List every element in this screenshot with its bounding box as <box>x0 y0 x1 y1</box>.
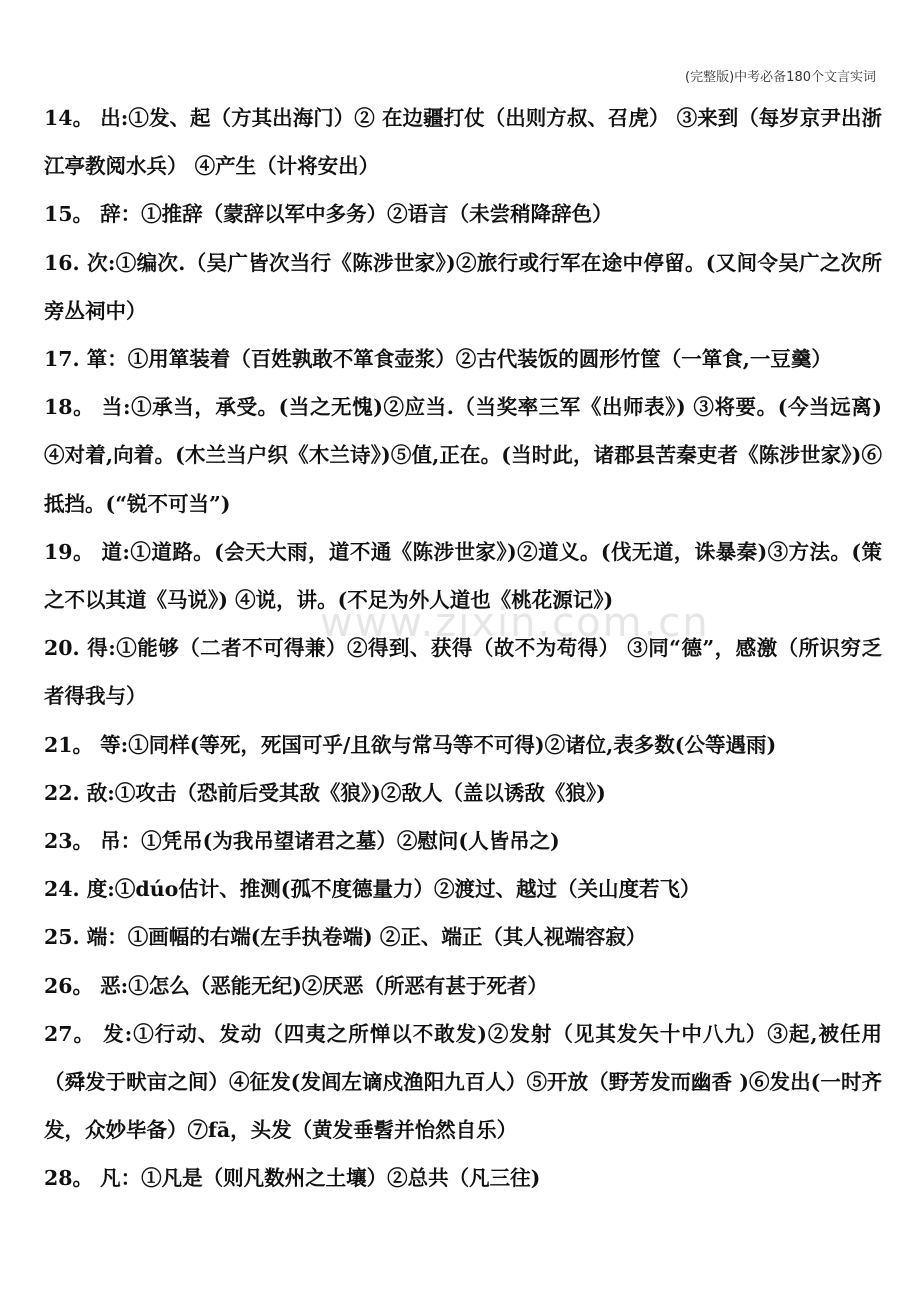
entry-18: 18。 当:①承当，承受。(当之无愧)②应当.（当奖率三军《出师表》) ③将要。(今当远离) ④对着,向着。(木兰当户织《木兰诗》)⑤值,正在。(当时此，诸郡县苦秦吏者《陈涉世家》)⑥抵挡。(“锐不可当”) <box>44 395 882 516</box>
entry-22: 22. 敌:①攻击（恐前后受其敌《狼》)②敌人（盖以诱敌《狼》) <box>44 780 606 805</box>
entry-27: 27。 发:①行动、发动（四夷之所惮以不敢发)②发射（见其发矢十中八九）③起,被任用（舜发于畎亩之间）④征发(发闾左谪戍渔阳九百人）⑤开放（野芳发而幽香 )⑥发出(一时齐发，众妙毕备）⑦fā，头发（黄发垂髫并怡然自乐） <box>44 1021 882 1143</box>
vocabulary-list <box>44 94 882 1203</box>
entry-28: 28。 凡：①凡是（则凡数州之土壤）②总共（凡三往) <box>44 1166 541 1191</box>
entry-14: 14。 出:①发、起（方其出海门）② 在边疆打仗（出则方叔、召虎） ③来到（每岁京尹出浙江亭教阅水兵） ④产生（计将安出） <box>44 106 882 179</box>
entry-24: 24. 度:①dúo估计、推测(孤不度德量力）②渡过、越过（关山度若飞） <box>44 877 701 902</box>
entry-19: 19。 道:①道路。(会天大雨，道不通《陈涉世家》)②道义。(伐无道，诛暴秦)③方法。(策之不以其道《马说》) ④说，讲。(不足为外人道也《桃花源记》) <box>44 539 882 613</box>
watermark: www.zixin.com.cn <box>320 600 710 646</box>
entry-20: 20. 得:①能够（二者不可得兼）②得到、获得（故不为苟得） ③同“德”，感激（所识穷乏者得我与） <box>44 636 882 709</box>
entry-21: 21。 等:①同样(等死，死国可乎/且欲与常马等不可得)②诸位,表多数(公等遇雨) <box>44 732 777 757</box>
entry-23: 23。 吊：①凭吊(为我吊望诸君之墓）②慰问(人皆吊之) <box>44 829 560 854</box>
entry-25: 25. 端：①画幅的右端(左手执卷端) ②正、端正（其人视端容寂） <box>44 925 647 950</box>
document-header: (完整版)中考必备180个文言实词 <box>685 70 876 85</box>
entry-15: 15。 辞：①推辞（蒙辞以军中多务）②语言（未尝稍降辞色） <box>44 202 613 227</box>
entry-26: 26。 恶:①怎么（恶能无纪)②厌恶（所恶有甚于死者） <box>44 973 548 998</box>
entry-16: 16. 次:①编次.（吴广皆次当行《陈涉世家》)②旅行或行军在途中停留。(又间令吴广之次所旁丛祠中） <box>44 250 882 323</box>
entry-17: 17. 箪：①用箪装着（百姓孰敢不箪食壶浆）②古代装饭的圆形竹筐（一箪食,一豆羹） <box>44 347 832 372</box>
